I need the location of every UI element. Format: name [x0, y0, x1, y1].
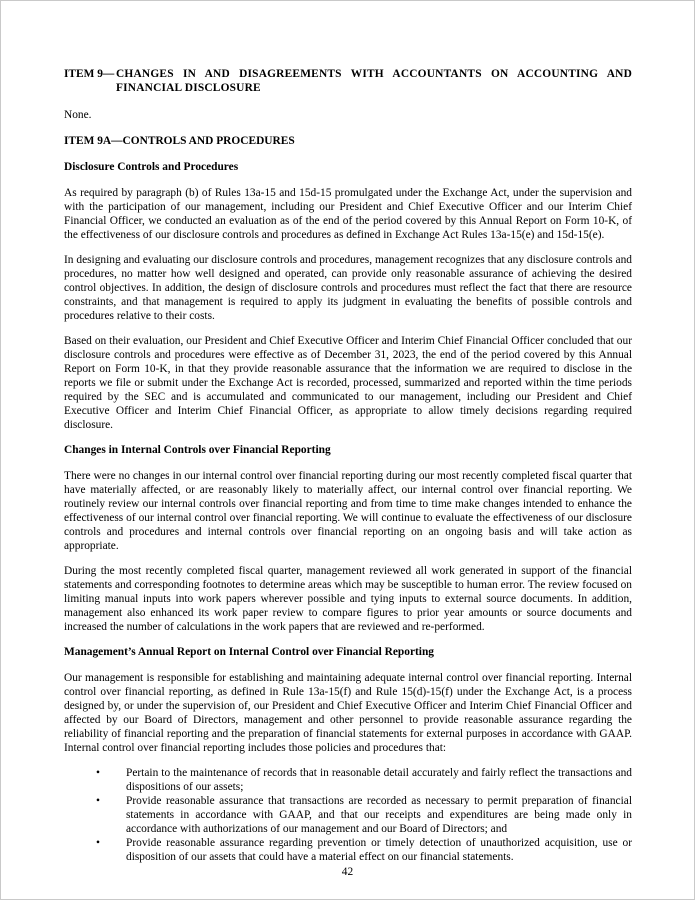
bullet-icon: •	[96, 837, 100, 849]
disclosure-paragraph-3: Based on their evaluation, our President and Chief Executive Officer and Interim Chief Financial Officer concluded that our disclosure controls and procedures were effective as of December 31, 2023, the end of the period covered by this Annual Report on Form 10-K, in that they provide reasonable assurance that the information we are required to disclose in the reports we file or submit under the Exchange Act is recorded, processed, summarized and reported within the time periods required by the SEC and is accumulated and communicated to our management, including our President and Chief Executive Officer and Interim Chief Financial Officer, as appropriate to allow timely decisions regarding required disclosure.	[64, 335, 632, 431]
disclosure-paragraph-2: In designing and evaluating our disclosure controls and procedures, management recognizes that any disclosure controls and procedures, no matter how well designed and operated, can provide only reasonable assurance of achieving the desired control objectives. In addition, the design of disclosure controls and procedures must reflect the fact that there are resource constraints, and that management is required to apply its judgment in evaluating the benefits of possible controls and procedures relative to their costs.	[64, 254, 632, 322]
bullet-icon: •	[96, 767, 100, 779]
item9-heading	[64, 67, 632, 95]
item9-heading-title: CHANGES IN AND DISAGREEMENTS WITH ACCOUNTANTS ON ACCOUNTING AND FINANCIAL DISCLOSURE	[116, 68, 632, 94]
bullet-text-3: Provide reasonable assurance regarding prevention or timely detection of unauthorized acquisition, use or disposition of our assets that could have a material effect on our financial statements.	[126, 837, 632, 863]
item9-body-text: None.	[64, 109, 92, 121]
changes-internal-controls-heading: Changes in Internal Controls over Financial Reporting	[64, 444, 331, 456]
list-item	[64, 794, 632, 836]
bullet-icon: •	[96, 795, 100, 807]
changes-paragraph-1: There were no changes in our internal control over financial reporting during our most recently completed fiscal quarter that have materially affected, or are reasonably likely to materially affect, our internal control over financial reporting. We routinely review our internal controls over financial reporting and from time to time make changes intended to enhance the effectiveness of our internal control over financial reporting. We will continue to evaluate the effectiveness of our disclosure controls and procedures and internal controls over financial reporting on an ongoing basis and will take action as appropriate.	[64, 470, 632, 552]
management-paragraph-1: Our management is responsible for establishing and maintaining adequate internal control over financial reporting. Internal control over financial reporting, as defined in Rule 13a-15(f) and Rule 15(d)-15(f) under the Exchange Act, is a process designed by, or under the supervision of, our President and Chief Executive Officer and Interim Chief Financial Officer and affected by our Board of Directors, management and other personnel to provide reasonable assurance regarding the reliability of financial reporting and the preparation of financial statements for external purposes in accordance with GAAP. Internal control over financial reporting includes those policies and procedures that:	[64, 672, 632, 754]
policies-bullet-list	[64, 766, 632, 864]
item9a-heading: ITEM 9A—CONTROLS AND PROCEDURES	[64, 135, 295, 147]
list-item	[64, 766, 632, 794]
item9-heading-label: ITEM 9—	[64, 68, 115, 80]
management-report-heading: Management’s Annual Report on Internal Control over Financial Reporting	[64, 646, 434, 658]
disclosure-controls-heading: Disclosure Controls and Procedures	[64, 161, 239, 173]
list-item	[64, 836, 632, 864]
bullet-text-1: Pertain to the maintenance of records that in reasonable detail accurately and fairly reflect the transactions and dispositions of our assets;	[126, 767, 632, 793]
changes-paragraph-2: During the most recently completed fiscal quarter, management reviewed all work generated in support of the financial statements and corresponding footnotes to determine areas which may be susceptible to human error. The review focused on limiting manual inputs into work papers wherever possible and tying inputs to external source documents. In addition, management also enhanced its work paper review to compare figures to prior year amounts or source documents and increased the number of calculations in the work papers that are reviewed and re-performed.	[64, 565, 632, 633]
disclosure-paragraph-1: As required by paragraph (b) of Rules 13a-15 and 15d-15 promulgated under the Exchange Act, under the supervision and with the participation of our management, including our President and Chief Executive Officer and our Interim Chief Financial Officer, we conducted an evaluation as of the end of the period covered by this Annual Report on Form 10-K, of the effectiveness of our disclosure controls and procedures as defined in Exchange Act Rules 13a-15(e) and 15d-15(e).	[64, 187, 632, 241]
bullet-text-2: Provide reasonable assurance that transactions are recorded as necessary to permit preparation of financial statements in accordance with GAAP, and that our receipts and expenditures are being made only in accordance with authorizations of our management and our Board of Directors; and	[126, 795, 632, 835]
page-number: 42	[341, 866, 354, 878]
